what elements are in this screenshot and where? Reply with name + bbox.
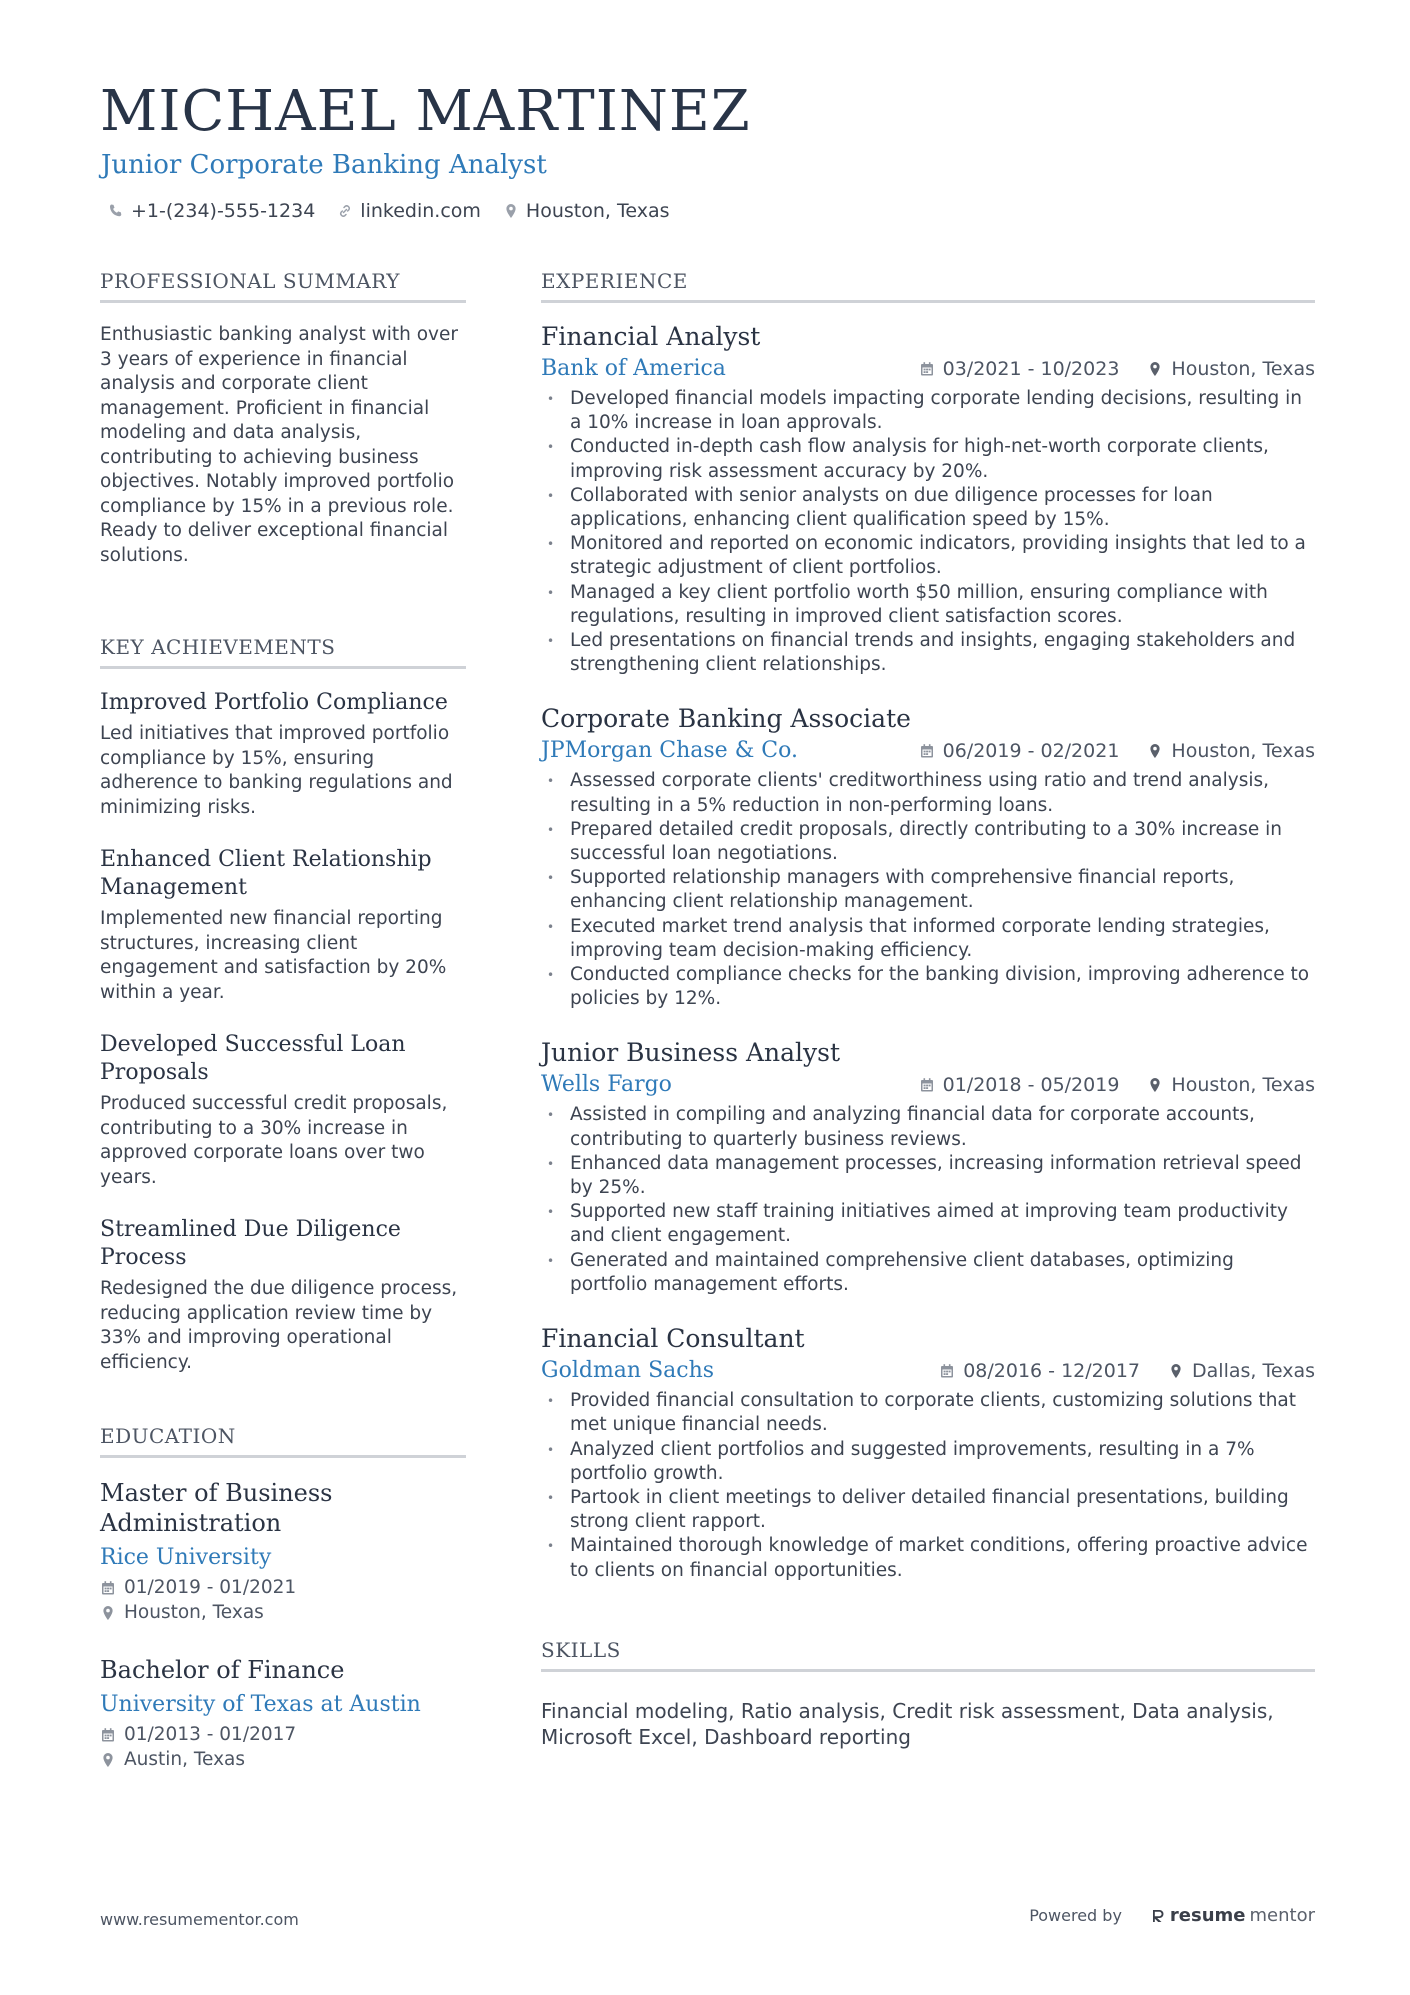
calendar-icon — [919, 743, 935, 759]
job-dates-text: 06/2019 - 02/2021 — [942, 740, 1120, 763]
contact-location — [503, 200, 670, 222]
job-entry — [541, 1323, 1315, 1583]
achievement-title: Improved Portfolio Compliance — [100, 690, 448, 715]
job-entry — [541, 1037, 1315, 1297]
calendar-icon — [100, 1727, 116, 1743]
job-bullet: • Supported new staff training initiatives aimed at improving team productivity and client engagement. — [541, 1200, 1315, 1248]
achievement-desc: Produced successful credit proposals, contributing to a 30% increase in approved corporate loans over two years. — [100, 1093, 448, 1188]
resumementor-logo-icon — [1150, 1908, 1166, 1924]
job-meta — [939, 1360, 1315, 1382]
job-bullets — [541, 1389, 1315, 1583]
job-bullet: • Conducted in-depth cash flow analysis for high-net-worth corporate clients, improving risk assessment accuracy by 20%. — [541, 435, 1315, 483]
job-bullet: • Collaborated with senior analysts on due diligence processes for loan applications, enhancing client qualification speed by 15%. — [541, 484, 1315, 532]
achievement-desc: Led initiatives that improved portfolio compliance by 15%, ensuring adherence to banking regulations and minimizing risks. — [100, 723, 453, 818]
job-bullet: • Partook in client meetings to deliver detailed financial presentations, building strong client rapport. — [541, 1486, 1315, 1534]
achievement-desc: Implemented new financial reporting structures, increasing client engagement and satisfaction by 20% within a year. — [100, 908, 447, 1003]
job-dates — [919, 740, 1120, 762]
location-pin-icon — [503, 203, 519, 219]
job-bullet: • Developed financial models impacting corporate lending decisions, resulting in a 10% increase in loan approvals. — [541, 387, 1315, 435]
calendar-icon — [100, 1580, 116, 1596]
job-header-row — [541, 737, 1315, 765]
job-company: Bank of America — [541, 356, 726, 381]
education-dates-text: 01/2013 - 01/2017 — [124, 1724, 297, 1745]
education-location-text: Austin, Texas — [124, 1748, 246, 1770]
job-company: Goldman Sachs — [541, 1358, 715, 1384]
achievement-item — [100, 846, 466, 1005]
education-location — [100, 1601, 466, 1626]
calendar-icon — [919, 361, 935, 377]
job-bullet: • Managed a key client portfolio worth $50 million, ensuring compliance with regulations, resulting in improved client satisfaction scores. — [541, 581, 1315, 629]
achievement-title: Enhanced Client Relationship Management — [100, 847, 432, 900]
location-pin-icon — [1147, 361, 1163, 377]
skills-heading: SKILLS — [541, 1639, 1315, 1672]
education-degree: Master of Business Administration — [100, 1479, 333, 1537]
job-dates — [939, 1360, 1140, 1382]
powered-by-label: Powered by — [1029, 1906, 1122, 1925]
phone-icon — [108, 203, 124, 219]
achievements-heading: KEY ACHIEVEMENTS — [100, 636, 466, 669]
education-dates — [100, 1576, 466, 1601]
job-dates-text: 08/2016 - 12/2017 — [963, 1360, 1141, 1383]
brand-name-light: mentor — [1249, 1905, 1315, 1926]
footer-website[interactable]: www.resumementor.com — [100, 1910, 299, 1929]
job-title: Financial Consultant — [541, 1324, 805, 1354]
job-bullet: • Executed market trend analysis that informed corporate lending strategies, improving team decision-making efficiency. — [541, 915, 1315, 963]
job-dates — [919, 358, 1120, 380]
job-bullets — [541, 387, 1315, 677]
summary-text: Enthusiastic banking analyst with over 3 years of experience in financial analysis and corporate client management. Proficient in financial modeling and data analysis, contributing to achieving business objectives. Notably improved portfolio compliance by 15% in a previous role. Ready to deliver exceptional financial solutions. — [100, 324, 458, 566]
location-pin-icon — [100, 1752, 116, 1768]
contact-linkedin[interactable] — [337, 200, 481, 222]
job-meta — [919, 358, 1315, 380]
brand-name-bold: resume — [1169, 1905, 1246, 1926]
location-text: Houston, Texas — [525, 200, 670, 222]
education-location-text: Houston, Texas — [124, 1601, 264, 1623]
achievement-title: Streamlined Due Diligence Process — [100, 1217, 401, 1270]
job-bullet: • Led presentations on financial trends and insights, engaging stakeholders and strengthening client relationships. — [541, 629, 1315, 677]
job-location-text: Houston, Texas — [1171, 1074, 1315, 1097]
job-header-row — [541, 1071, 1315, 1099]
job-location — [1168, 1360, 1315, 1382]
left-column — [100, 270, 466, 1772]
job-location-text: Dallas, Texas — [1192, 1360, 1315, 1383]
achievement-title: Developed Successful Loan Proposals — [100, 1032, 406, 1085]
job-meta — [919, 1074, 1315, 1096]
job-bullet: • Assessed corporate clients' creditworthiness using ratio and trend analysis, resulting in a 5% reduction in non-performing loans. — [541, 769, 1315, 817]
job-dates-text: 03/2021 - 10/2023 — [942, 358, 1120, 380]
job-bullet: • Prepared detailed credit proposals, directly contributing to a 30% increase in successful loan negotiations. — [541, 818, 1315, 866]
achievement-item — [100, 689, 466, 820]
experience-heading: EXPERIENCE — [541, 270, 1315, 303]
job-meta — [919, 740, 1315, 762]
linkedin-link[interactable]: linkedin.com — [360, 200, 481, 222]
location-pin-icon — [1168, 1363, 1184, 1379]
job-bullet: • Analyzed client portfolios and suggested improvements, resulting in a 7% portfolio growth. — [541, 1438, 1315, 1486]
achievement-desc: Redesigned the due diligence process, reducing application review time by 33% and improving operational efficiency. — [100, 1278, 458, 1373]
contact-phone — [108, 200, 315, 222]
education-degree: Bachelor of Finance — [100, 1656, 345, 1684]
job-entry — [541, 703, 1315, 1011]
location-pin-icon — [1147, 1077, 1163, 1093]
brand-logo[interactable] — [1150, 1905, 1315, 1926]
job-bullet: • Monitored and reported on economic indicators, providing insights that led to a strategic adjustment of client portfolios. — [541, 532, 1315, 580]
job-entry — [541, 321, 1315, 677]
job-bullet: • Supported relationship managers with comprehensive financial reports, enhancing client relationship management. — [541, 866, 1315, 914]
job-header-row — [541, 1357, 1315, 1385]
job-bullet: • Assisted in compiling and analyzing financial data for corporate accounts, contributing to quarterly business reviews. — [541, 1103, 1315, 1151]
job-bullet: • Conducted compliance checks for the banking division, improving adherence to policies by 12%. — [541, 963, 1315, 1011]
job-company: JPMorgan Chase & Co. — [541, 738, 798, 764]
achievements-section — [100, 636, 466, 1375]
job-location-text: Houston, Texas — [1171, 740, 1315, 763]
job-title: Corporate Banking Associate — [541, 704, 911, 734]
job-bullet: • Provided financial consultation to corporate clients, customizing solutions that met unique financial needs. — [541, 1389, 1315, 1437]
achievement-item — [100, 1216, 466, 1375]
job-bullet: • Generated and maintained comprehensive client databases, optimizing portfolio management efforts. — [541, 1249, 1315, 1297]
job-header-row — [541, 355, 1315, 383]
education-item — [100, 1478, 466, 1625]
achievement-item — [100, 1031, 466, 1190]
job-bullets — [541, 769, 1315, 1011]
calendar-icon — [919, 1077, 935, 1093]
education-dates-text: 01/2019 - 01/2021 — [124, 1577, 297, 1598]
skills-text: Financial modeling, Ratio analysis, Credit risk assessment, Data analysis, Microsoft Excel, Dashboard reporting — [541, 1698, 1274, 1749]
skills-section — [541, 1639, 1315, 1750]
phone-text: +1-(234)-555-1234 — [131, 200, 316, 222]
candidate-name: MICHAEL MARTINEZ — [100, 79, 751, 144]
link-icon — [337, 203, 353, 219]
education-item — [100, 1655, 466, 1772]
education-section — [100, 1425, 466, 1772]
job-title: Junior Business Analyst — [541, 1038, 841, 1068]
job-location-text: Houston, Texas — [1171, 358, 1315, 380]
education-dates — [100, 1723, 466, 1748]
job-bullet: • Maintained thorough knowledge of market conditions, offering proactive advice to clients on financial opportunities. — [541, 1534, 1315, 1582]
right-column — [541, 270, 1315, 1750]
summary-heading: PROFESSIONAL SUMMARY — [100, 270, 466, 303]
job-location — [1147, 1074, 1315, 1096]
location-pin-icon — [100, 1605, 116, 1621]
contact-bar — [108, 200, 670, 222]
calendar-icon — [939, 1363, 955, 1379]
job-title: Financial Analyst — [541, 322, 761, 351]
job-dates — [919, 1074, 1120, 1096]
job-bullets — [541, 1103, 1315, 1297]
footer-powered-by — [1029, 1905, 1315, 1926]
job-dates-text: 01/2018 - 05/2019 — [942, 1074, 1120, 1097]
candidate-role: Junior Corporate Banking Analyst — [101, 150, 547, 180]
job-location — [1147, 740, 1315, 762]
location-pin-icon — [1147, 743, 1163, 759]
job-company: Wells Fargo — [541, 1072, 672, 1098]
education-school: University of Texas at Austin — [100, 1692, 421, 1717]
education-heading: EDUCATION — [100, 1425, 466, 1458]
education-school: Rice University — [100, 1545, 272, 1570]
job-location — [1147, 358, 1315, 380]
job-bullet: • Enhanced data management processes, increasing information retrieval speed by 25%. — [541, 1152, 1315, 1200]
education-location — [100, 1748, 466, 1773]
